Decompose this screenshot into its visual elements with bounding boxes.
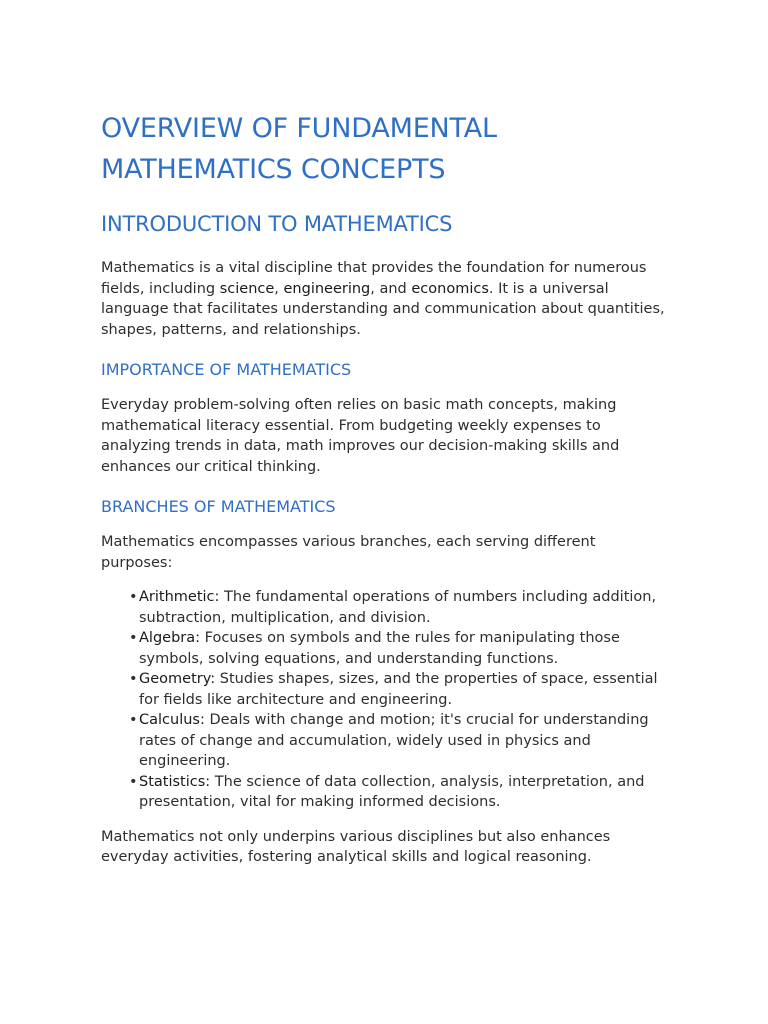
closing-paragraph: Mathematics not only underpins various disciplines but also enhances everyday activities, fostering analytical skills and logical reasoning.: [101, 828, 611, 865]
branches-list: [101, 587, 671, 813]
importance-paragraph: Everyday problem-solving often relies on basic math concepts, making mathematical literacy essential. From budgeting weekly expenses to analyzing trends in data, math improves our decision-making skills and enhances our critical thinking.: [101, 397, 620, 475]
branch-desc: The fundamental operations of numbers including addition, subtraction, multiplication, and division.: [139, 589, 657, 626]
intro-text-part1: Mathematics is a vital discipline that provides the foundation for numerous fields, including: [101, 260, 647, 297]
branch-desc: Deals with change and motion; it's crucial for understanding rates of change and accumulation, widely used in physics and engineering.: [139, 712, 649, 769]
branch-desc: Focuses on symbols and the rules for manipulating those symbols, solving equations, and understanding functions.: [139, 630, 620, 667]
branch-term: Arithmetic:: [139, 589, 220, 605]
bullet-icon: •: [129, 671, 138, 687]
keyword-economics: economics: [411, 280, 489, 297]
list-item: [129, 587, 671, 628]
intro-text-part2: . It is a universal language that facilitates understanding and communication about quantities, shapes, patterns, and relationships.: [101, 280, 665, 338]
intro-paragraph: [101, 258, 671, 340]
branches-heading: BRANCHES OF MATHEMATICS: [101, 497, 336, 516]
list-item: [129, 710, 671, 772]
keyword-science: science: [219, 280, 275, 297]
intro-sep2: , and: [370, 280, 412, 297]
branches-paragraph: Mathematics encompasses various branches, each serving different purposes:: [101, 534, 596, 571]
intro-heading: INTRODUCTION TO MATHEMATICS: [101, 212, 453, 236]
bullet-icon: •: [129, 773, 138, 790]
branch-term: Geometry:: [139, 671, 216, 687]
list-item: [129, 669, 671, 710]
branch-desc: Studies shapes, sizes, and the properties of space, essential for fields like architecture and engineering.: [139, 671, 658, 708]
branch-term: Algebra:: [139, 630, 201, 646]
branch-desc: The science of data collection, analysis, interpretation, and presentation, vital for making informed decisions.: [139, 773, 645, 810]
list-item: [129, 772, 671, 813]
bullet-icon: •: [129, 712, 138, 728]
list-item: [129, 628, 671, 669]
document-page: [101, 108, 671, 868]
importance-heading: IMPORTANCE OF MATHEMATICS: [101, 360, 352, 379]
bullet-icon: •: [129, 589, 138, 605]
intro-sep1: ,: [274, 280, 284, 297]
branch-term: Statistics:: [139, 773, 211, 790]
branch-term: Calculus:: [139, 712, 205, 728]
document-title: OVERVIEW OF FUNDAMENTAL MATHEMATICS CONCEPTS: [101, 113, 497, 185]
bullet-icon: •: [129, 630, 138, 646]
keyword-engineering: engineering: [283, 280, 371, 297]
